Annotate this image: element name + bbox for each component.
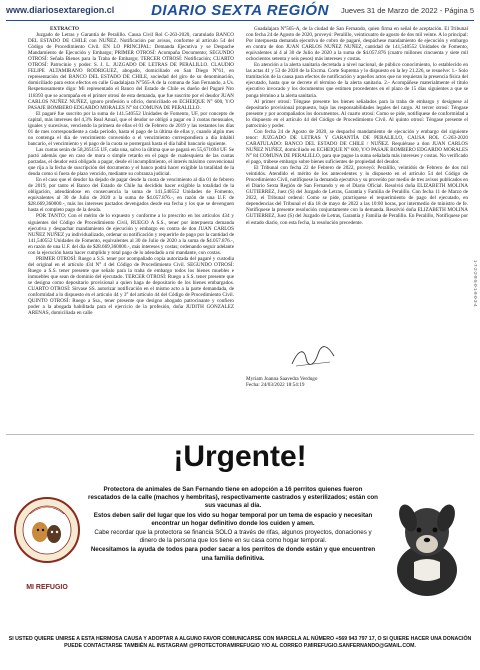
article-paragraph: PRIMER OTROSÍ: Ruego a S.S. tener por acompañado copia autorizada del pagaré y custodia del original en el artículo 434 N° 4 del Código de Procedimiento Civil. SEGUNDO OTROSÍ: Ruego a S.S. tener presente que señalo para la traba de embargo todos los bienes muebles e inmuebles que sean de dominio del ejecutado. TERCER OTROSÍ: Ruego a S.S. tener presente que se designa como depositario provisional a quien haga de depositario de los bienes embargados. CUARTO OTROSÍ: Sírvase SS. autorizar notificación en el mismo acto a la parte demandada, de conformidad a lo dispuesto en el artículo 44 y 3° del artículo 44 del Código de Procedimiento Civil. QUINTO OTROSÍ: Ruego a Ssa., tener presente que designo abogado patrocinante y confiero poder a la abogada habilitada para el ejercicio de la profesión, doña JUDITH GONZALEZ ARENAS, domiciliada en calle <box>28 255 234 317</box>
ad-contact-footer: SI USTED QUIERE UNIRSE A ESTA HERMOSA CAUSA Y ADOPTAR A ALGUNO FAVOR COMUNICARSE CON MARCELA AL NÚMERO +569 943 797 17, O SI QUIERE HACER UNA DONACIÓN PUEDE CONTACTARSE TAMBIÉN AL INSTAGRAM @PROTECTORAMIREFUGIO Y/O AL CORREO P.MIREFUGIO.SANFERNANDO@GMAIL.COM. <box>8 636 472 649</box>
shelter-logo-caption <box>12 584 82 591</box>
signature-block <box>246 376 366 388</box>
article-paragraph: Con fecha 24 de Agosto de 2020, se despachó mandamiento de ejecución y embargo del siguiente tenor: JUZGADO DE LETRAS Y GARANTÍA DE PERALILLO, CAUSA ROL C-263-2020 CARATULADO: BANCO DEL ESTADO DE CHILE / NUÑEZ. Requiérase a don JUAN CARLOS NUÑEZ NUÑEZ, domiciliado en ECHEIQUE N° 600, Y/O PASAJE BOMBERO EDGARDO MORALES N° 84 COMUNA DE PERALILLO, para que pague la suma señalada más intereses y costas. No verificado el pago, trábese embargo sobre bienes suficientes de propiedad del deudor. <box>246 128 468 166</box>
article-paragraph: El pagaré fue suscrito por la suma de 141.540552 Unidades de Fomento, UF, por concepto de capital, más intereses del 4,3% Real Anual, que el deudor se obligó a pagar en 3 cuotas mensuales, iguales y sucesivas, venciendo la primera de ellas el 01 de Febrero de 2019 y las restantes los días 01 de mes correspondiente a cada período, hasta el pago de la última de ellas y, cuando algún mes no contenga el día de vencimiento convenido o el vencimiento correspondiera a día inhábil bancario, el vencimiento y el pago de la cuota se postergará hasta el día hábil bancario siguiente. <box>28 110 234 147</box>
article-paragraph: El Tribunal con fecha 22 de Febrero de 2022, proveyó: Peralillo, veintidós de Febrero de dos mil veintidós. Atendido el mérito de los antecedentes y lo dispuesto en el artículo 54 del Código de Procedimiento Civil, notifíquese la demanda ejecutiva y su proveído por medio de tres avisos publicados en el Diario Sexta Región de San Fernando y en el Diario Oficial. Resolvió doña ELIZABETH MOLINA GUTIERREZ, Juez (S) del Juzgado de Letras, Garantía y Familia de Peralillo. Con fecha 11 de Marzo de 2022, el Tribunal ordenó: Como se pide, practíquese el requerimiento de pago del ejecutado, en dependencias del Tribunal el día 18 de mayo de 2022 a las 10:00 horas, por intermedio de ministro de fe. Notifíquese la presente resolución conjuntamente con la demanda. Resolvió doña ELIZABETH MOLINA GUTIERREZ, Juez (S) del Juzgado de Letras, Garantía y Familia de Peralillo. En Peralillo, Notifíquese por el estado diario, con esta fecha, la resolución precedente. <box>246 165 468 226</box>
ad-body <box>88 486 378 564</box>
article-paragraph: Las cuotas serán de 58,265155 UF, cada una, salvo la última que se pagará en 55,671694 UF. Se pactó además que en caso de mora o simple retardo en el pago de cualesquiera de las cuotas pactadas, el deudor está obligado a pagar, desde el incumplimiento, el interés máximo convencional que rija a la fecha de suscripción del documento y el banco podrá hacer exigible la totalidad de la deuda como si fuera de plazo vencido, mediante su cobranza judicial. <box>28 146 234 178</box>
dog-photo <box>384 488 470 600</box>
article-paragraph: POR TANTO; Con el mérito de lo expuesto y conforme a lo prescrito en los artículos 434 y siguientes del Código de Procedimiento Civil, RUEGO A S.S., tener por interpuesta demanda ejecutiva y despachar mandamiento de ejecución y embargo en contra de don JUAN CARLOS NUÑEZ NUÑEZ ya individualizado, ordenar su notificación y requerirle de pago por la cantidad de 141,540552 Unidades de Fomento, equivalentes al 30 de Julio de 2020 a la suma de $4.057.876.-, en razón de una U.F. del día de $28.669,360000.-, más intereses y costas; ordenando seguir adelante con la ejecución hasta hacer cumplido y total pago de lo adeudado a mi mandante, con costas. <box>28 213 234 256</box>
article-heading: EXTRACTO <box>50 26 80 32</box>
article-right-column <box>246 26 468 338</box>
page-header <box>0 0 480 22</box>
shelter-logo <box>12 490 82 582</box>
issue-date: Jueves 31 de Marzo de 2022 - Página 5 <box>340 6 474 15</box>
side-verification-code: 1-7-2-2-8-5-0-1-8-0-3-4 <box>473 260 478 307</box>
header-divider <box>6 20 474 21</box>
signature-name: Myriam Joanna Saavedra Verdugo <box>246 376 318 382</box>
signature-date: Fecha: 24/03/2022 18:54:19 <box>246 382 305 388</box>
signature-scribble <box>290 344 336 370</box>
adoption-ad <box>6 440 474 666</box>
site-url[interactable]: www.diariosextaregion.cl <box>6 5 115 15</box>
section-divider <box>6 434 474 435</box>
ad-paragraph: Necesitamos la ayuda de todos para poder sacar a los perritos de donde están y que encuentren una familia definitiva. <box>90 546 376 562</box>
article-paragraph: En atención a la alerta sanitaria decretada a nivel nacional, de público conocimiento, lo establecido en las actas 41 y 53 de 2020 de la Excma. Corte Suprema y lo dispuesto en la ley 21.226, se resuelve: 1.- Solo tramitación de la causa para efectos de notificación y aquellos actos que no requieran la presencia física del ejecutado, hasta que se decrete el término de la alerta sanitaria. 2.- Acompáñese materialmente el título ejecutivo invocado y los documentos que estimen procedentes en el plazo de 15 días siguientes a que se ponga término a la alerta sanitaria. <box>246 62 468 99</box>
ad-paragraph: Estos deben salir del lugar que los vido su hogar temporal por un tema de espacio y necesitan encontrar un hogar definitivo donde los cuiden y amen. <box>93 511 373 527</box>
article-paragraph: Guadalajara N°565-A, de la ciudad de San Fernando, quien firma en señal de aceptación. El Tribunal con fecha 24 de Agosto de 2020, proveyó: Peralillo, veinticuatro de agosto de dos mil veinte. A lo principal: Por interpuesta demanda ejecutiva de cobro de pagaré, despáchese mandamiento de ejecución y embargo en contra de don JUAN CARLOS NUÑEZ NUÑEZ, cantidad de 141,540552 Unidades de Fomento, equivalentes al 4 al 30 de Julio de 2020 a la suma de $4.057.876 (cuatro millones cincuenta y siete mil ochocientos setenta y seis pesos) más intereses y costas. <box>246 26 468 63</box>
ad-paragraph: Cabe recordar que la protectora se financia SOLO a través de rifas, algunos proyectos, donaciones y dinero de la persona que los tiene en su casa como hogar temporal. <box>94 529 372 545</box>
article-paragraph: Al primer otrosí: Téngase presente los bienes señalados para la traba de embargo y desígnese al depositario provisional propuesto, bajo las responsabilidades legales del cargo. Al tercer otrosí: Téngase presente y por acompañados los documentos. Al cuarto otrosí: Como se pide, notifíquese de conformidad a lo dispuesto en el artículo 44 del Código de Procedimiento Civil. Al quinto otrosí: Téngase presente el patrocinio y poder. <box>246 98 468 129</box>
newspaper-brand: DIARIO SEXTA REGIÓN <box>151 2 329 19</box>
article-paragraph: Juzgado de Letras y Garantía de Peralillo. Causa Civil Rol C-263-2020, caratulado BANCO DEL ESTADO DE CHILE con NUÑEZ. Notificación por avisos, conforme al artículo 54 del Código de Procedimiento Civil. EN LO PRINCIPAL: Demanda Ejecutiva y se Despache Mandamiento de Ejecución y Embargo; PRIMER OTROSÍ: Acompaña Documento; SEGUNDO OTROSÍ: Señala Bienes para la Traba de Embargo; TERCER OTROSÍ: Notificación; CUARTO OTROSÍ: Patrocinio y poder. S. J. L. JUZGADO DE LETRAS DE PERALILLO. CLAUDIO FELIPE ALTAMIRANO RODRIGUEZ, abogado, domiciliado en San Diego N°61, en representación del BANCO DEL ESTADO DE CHILE, sociedad del giro de su denominación, domiciliado para estos efectos en calle Guadalajara N°565-A de la comuna de San Fernando, a Us. Respetuosamente digo: Mi representado el Banco del Estado de Chile es dueño del Pagaré Nro 118393 que se acompaña en el primer otrosí de esta demanda, que fue suscrito por el deudor JUAN CARLOS NUÑEZ NUÑEZ, ignoro profesión u oficio, domiciliado en ECHEIQUE N° 600, Y/O PASAJE BOMBERO EDGARDO MORALES N° 84 COMUNA DE PERALILLO. <box>28 32 234 111</box>
ad-paragraph: Protectora de animales de San Fernando tiene en adopción a 16 perritos quienes fueron rescatados de la calle (machos y hembritas), respectivamente castrados y esterilizados; están con sus vacunas al día. <box>88 486 378 510</box>
article-left-column <box>28 26 234 426</box>
ad-headline: ¡Urgente! <box>173 440 307 473</box>
article-paragraph: En el caso que el deudor ha dejado de pagar desde la cuota de vencimiento al día 01 de febrero de 2019, por tanto el Banco del Estado de Chile ha decidido hacer exigible la totalidad de la obligación, adeudándose en consecuencia la suma de 141,540552 Unidades de Fomento, equivalentes al 30 de Julio de 2020 a la suma de $4.057.876.-, en razón de una U.F. de $28.669,360000.-, más los intereses pactados devengados desde esa fecha y los que se devenguen hasta el completo pago de la deuda. <box>28 177 234 214</box>
logo-name: MI REFUGIO <box>26 584 68 591</box>
